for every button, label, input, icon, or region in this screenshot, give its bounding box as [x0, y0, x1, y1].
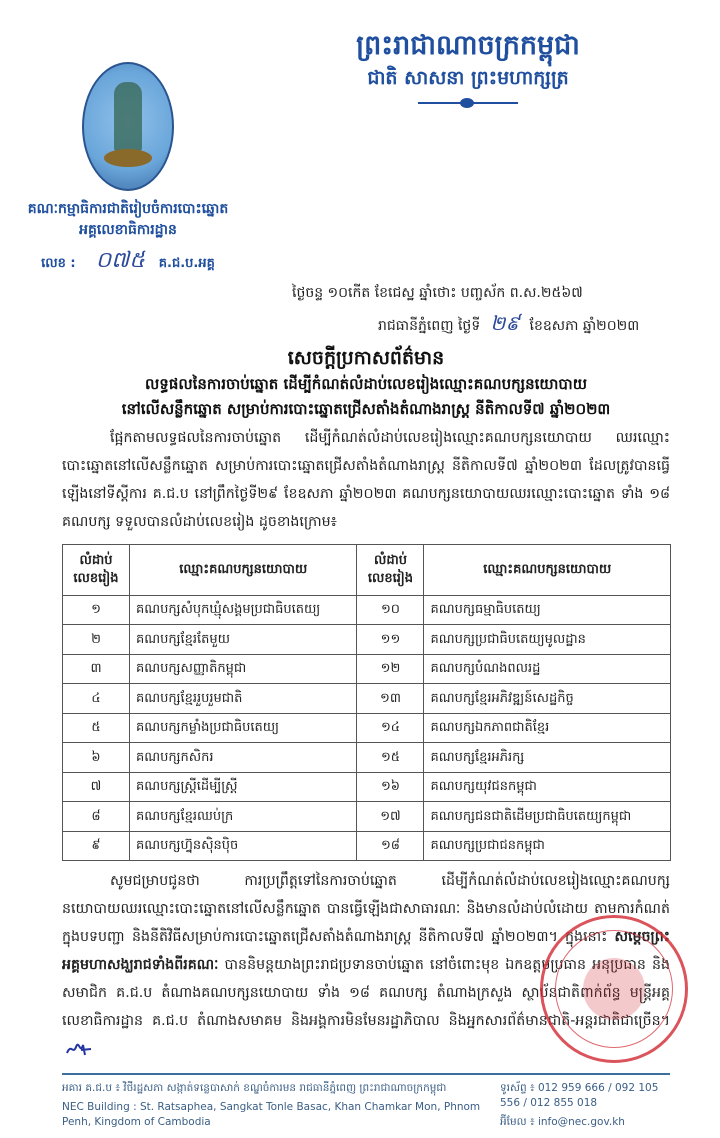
order-number: ១២ — [357, 654, 424, 684]
ornament-divider — [418, 102, 518, 104]
footer-email[interactable]: អ៊ីមែល ៖ info@nec.gov.kh — [500, 1115, 625, 1128]
order-number: ១០ — [357, 595, 424, 625]
date-block — [292, 282, 670, 340]
closing-text-2: បាននិមន្តយាងព្រះរាជប្រទានចាប់ឆ្នោត នៅចំពោះមុខ ឯកឧត្តមប្រធាន អនុប្រធាន និងសមាជិក គ.ជ.ប តំណាងគណបក្សនយោបាយ ទាំង ១៨ គណបក្ស តំណាងក្រសួង ស្ថាប័នជាតិពាក់ព័ន្ធ មន្ត្រីអគ្គលេខាធិការដ្ឋាន គ.ជ.ប តំណាងសមាគម និងអង្គការមិនមែនរដ្ឋាភិបាល និងអ្នកសារព័ត៌មានជាតិ-អន្តរជាតិជាច្រើន។ — [62, 957, 670, 1030]
party-name: គណបក្សកម្លាំងប្រជាធិបតេយ្យ — [130, 713, 357, 743]
order-number: ១៧ — [357, 802, 424, 832]
subtitle-line-2: នៅលើសន្លឹកឆ្នោត សម្រាប់ការបោះឆ្នោតជ្រើសតាំងតំណាងរាស្ត្រ នីតិកាលទី៧ ឆ្នាំ២០២៣ — [121, 400, 611, 419]
table-row — [63, 743, 671, 773]
ref-number-handwritten: ០៧៥ — [95, 248, 145, 273]
month-year: ខែឧសភា ឆ្នាំ២០២៣ — [529, 317, 640, 334]
lunar-date: ថ្ងៃចន្ទ ១០កើត ខែជេស្ឋ ឆ្នាំថោះ បញ្ចស័ក ព.ស.២៥៦៧ — [292, 285, 583, 302]
party-name: គណបក្សសញ្ញាតិកម្ពុជា — [130, 654, 357, 684]
document-title: សេចក្តីប្រកាសព័ត៌មាន — [287, 346, 445, 369]
party-name: គណបក្សខ្មែរតែមួយ — [130, 625, 357, 655]
sender-block — [10, 0, 246, 278]
party-name: គណបក្សប្រជាជនកម្ពុជា — [424, 831, 671, 861]
order-number: ១ — [63, 595, 130, 625]
col-header-number: លំដាប់ លេខរៀង — [63, 544, 130, 595]
footer-address-en: NEC Building : St. Ratsaphea, Sangkat Tonle Basac, Khan Chamkar Mon, Phnom Penh, Kingdom of Cambodia — [62, 1101, 481, 1128]
letterhead — [27, 0, 670, 278]
closing-text-1: សូមជម្រាបជូនថា ការប្រព្រឹត្តទៅនៃការចាប់ឆ្នោត ដើម្បីកំណត់លំដាប់លេខរៀងឈ្មោះគណបក្សនយោបាយឈរឈ្មោះបោះឆ្នោតនៅលើសន្លឹកឆ្នោត បានធ្វើឡើងជាសាធារណៈ និងមានលំដាប់លំដោយ តាមការកំណត់ក្នុងបទបញ្ជា និងនីតិវិធីសម្រាប់ការបោះឆ្នោតជ្រើសតាំងតំណាងរាស្ត្រ នីតិកាលទី៧ ឆ្នាំ២០២៣។ ក្នុងនោះ — [62, 873, 670, 946]
table-row — [63, 802, 671, 832]
subtitle-line-1: លទ្ធផលនៃការចាប់ឆ្នោត ដើម្បីកំណត់លំដាប់លេខរៀងឈ្មោះគណបក្សនយោបាយ — [145, 375, 587, 394]
party-order-table — [62, 544, 671, 862]
kingdom-block — [246, 0, 670, 104]
col-header-party: ឈ្មោះគណបក្សនយោបាយ — [130, 544, 357, 595]
kingdom-heading: ព្រះរាជាណាចក្រកម្ពុជា — [356, 30, 580, 61]
table-row — [63, 684, 671, 714]
order-number: ៦ — [63, 743, 130, 773]
party-name: គណបក្សសំបុកឃ្មុំសង្គមប្រជាធិបតេយ្យ — [130, 595, 357, 625]
footer-address-km: អគារ គ.ជ.ប ៖ វិថីរដ្ឋសភា សង្កាត់ទន្លេបាសាក់ ខណ្ឌចំការមន រាជធានីភ្នំពេញ ព្រះរាជាណាចក្រកម្ពុជា — [62, 1082, 447, 1095]
party-name: គណបក្សឯកភាពជាតិខ្មែរ — [424, 713, 671, 743]
party-name: គណបក្សខ្មែរអភិវឌ្ឍន៍សេដ្ឋកិច្ច — [424, 684, 671, 714]
party-name: គណបក្សខ្មែររួបរួមជាតិ — [130, 684, 357, 714]
order-number: ៧ — [63, 772, 130, 802]
place-date — [292, 306, 670, 340]
footer-phone: ទូរស័ព្ទ ៖ 012 959 666 / 092 105 556 / 012 855 018 — [500, 1082, 659, 1110]
intro-paragraph: ផ្អែកតាមលទ្ធផលនៃការចាប់ឆ្នោត ដើម្បីកំណត់លំដាប់លេខរៀងឈ្មោះគណបក្សនយោបាយ ឈរឈ្មោះបោះឆ្នោតនៅលើសន្លឹកឆ្នោត សម្រាប់ការបោះឆ្នោតជ្រើសតាំងតំណាងរាស្ត្រ នីតិកាលទី៧ ឆ្នាំ២០២៣ ដែលត្រូវបានធ្វើឡើងនៅទីស្តីការ គ.ជ.ប នៅព្រឹកថ្ងៃទី២៩ ខែឧសភា ឆ្នាំ២០២៣ គណបក្សនយោបាយឈរឈ្មោះបោះឆ្នោត ទាំង ១៨ គណបក្ស ទទួលបានលំដាប់លេខរៀង ដូចខាងក្រោម៖ — [62, 429, 670, 530]
order-number: ៣ — [63, 654, 130, 684]
order-number: ៩ — [63, 831, 130, 861]
organization-name: គណៈកម្មាធិការជាតិរៀបចំការបោះឆ្នោត — [27, 201, 229, 217]
party-name: គណបក្សកសិករ — [130, 743, 357, 773]
order-number: ៥ — [63, 713, 130, 743]
order-number: ១១ — [357, 625, 424, 655]
col-header-party: ឈ្មោះគណបក្សនយោបាយ — [424, 544, 671, 595]
closing-bold-text: សម្តេចព្រះអគ្គមហាសង្ឃរាជទាំងពីរគណៈ — [62, 929, 670, 974]
table-row — [63, 831, 671, 861]
order-number: ១៥ — [357, 743, 424, 773]
party-name: គណបក្សខ្មែរឈប់ក្រ — [130, 802, 357, 832]
department-name: អគ្គលេខាធិការដ្ឋាន — [79, 222, 177, 238]
reference-number — [10, 243, 246, 278]
footer-address-column — [62, 1081, 486, 1129]
closing-section — [62, 867, 670, 1063]
order-number: ២ — [63, 625, 130, 655]
order-number: ៨ — [63, 802, 130, 832]
signature-initials — [66, 1041, 92, 1057]
ref-label: លេខ : — [41, 256, 76, 271]
table-row — [63, 772, 671, 802]
footer — [62, 1073, 670, 1129]
order-number: ៤ — [63, 684, 130, 714]
order-number: ១៦ — [357, 772, 424, 802]
national-motto: ជាតិ សាសនា ព្រះមហាក្សត្រ — [367, 67, 569, 90]
party-name: គណបក្សហ្វ៊ុនស៊ិនប៉ិច — [130, 831, 357, 861]
place-prefix: រាជធានីភ្នំពេញ ថ្ងៃទី — [378, 317, 481, 334]
order-number: ១៨ — [357, 831, 424, 861]
table-row — [63, 654, 671, 684]
party-name: គណបក្សស្ត្រីដើម្បីស្ត្រី — [130, 772, 357, 802]
party-name: គណបក្សបំណងពលរដ្ឋ — [424, 654, 671, 684]
order-number: ១៣ — [357, 684, 424, 714]
party-name: គណបក្សធម្មាធិបតេយ្យ — [424, 595, 671, 625]
closing-paragraph — [62, 867, 670, 1063]
nec-emblem-logo — [82, 62, 174, 191]
ref-suffix: គ.ជ.ប.អគ្គ — [158, 256, 215, 271]
party-name: គណបក្សជនជាតិដើមប្រជាធិបតេយ្យកម្ពុជា — [424, 802, 671, 832]
party-name: គណបក្សប្រជាធិបតេយ្យមូលដ្ឋាន — [424, 625, 671, 655]
table-header-row — [63, 544, 671, 595]
day-handwritten: ២៩ — [490, 310, 520, 335]
footer-contact-column — [500, 1081, 670, 1129]
table-row — [63, 713, 671, 743]
party-name: គណបក្សខ្មែរអភិរក្ស — [424, 743, 671, 773]
party-name: គណបក្សយុវជនកម្ពុជា — [424, 772, 671, 802]
col-header-number: លំដាប់ លេខរៀង — [357, 544, 424, 595]
table-row — [63, 595, 671, 625]
table-row — [63, 625, 671, 655]
order-number: ១៤ — [357, 713, 424, 743]
